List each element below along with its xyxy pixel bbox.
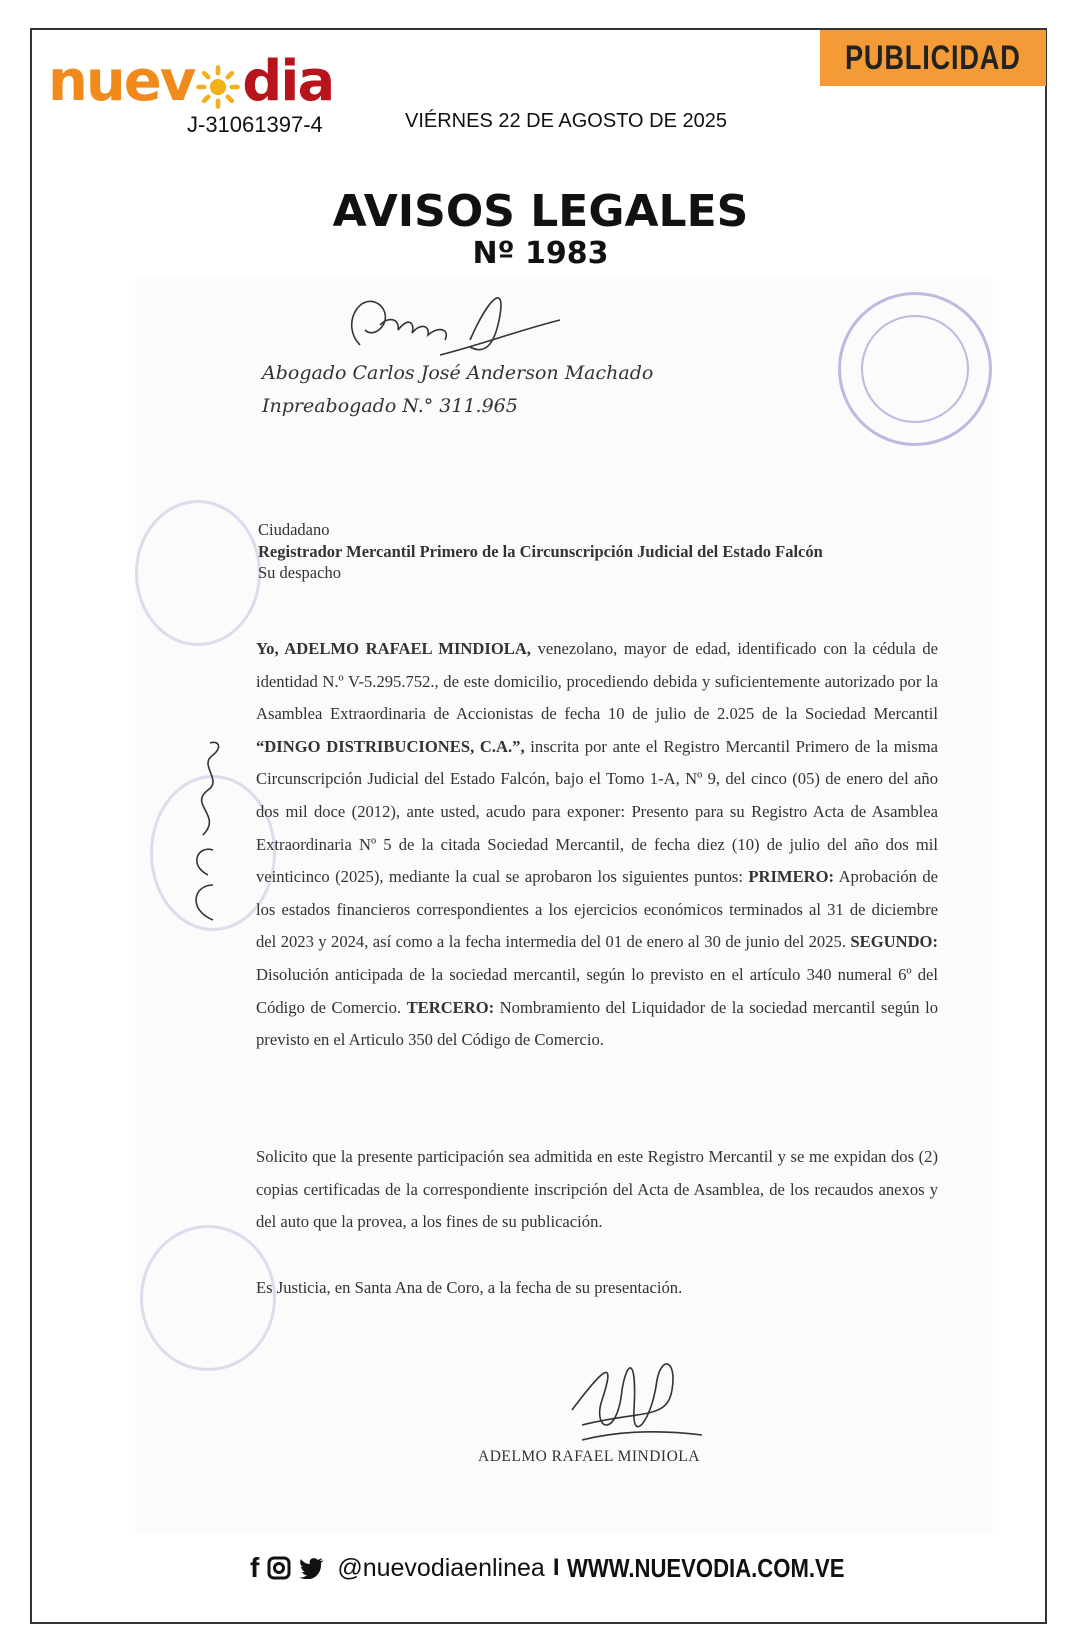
point-second-label: SEGUNDO: [850, 932, 938, 952]
petition-text-c: Aprobación de los estados financieros correspondientes a los ejercicios económicos terminados al 31 de diciembre del 2023 y 2024, así como a la fecha intermedia del 01 de enero al 30 de junio del 2025. [256, 867, 938, 952]
footer [250, 1548, 894, 1588]
lawyer-name: Abogado Carlos José Anderson Machado [262, 362, 654, 384]
social-handle[interactable]: @nuevodiaenlinea [337, 1553, 545, 1582]
petition-text-e: Nombramiento del Liquidador de la sociedad mercantil según lo previsto en el Articulo 350 del Código de Comercio. [256, 997, 938, 1050]
official-seal [838, 292, 992, 446]
section-banner [820, 30, 1046, 86]
signer-name: ADELMO RAFAEL MINDIOLA [478, 1448, 700, 1465]
company-name: “DINGO DISTRIBUCIONES, C.A.”, [256, 736, 525, 756]
section-label: PUBLICIDAD [845, 38, 1021, 77]
signer-signature [562, 1350, 712, 1460]
facebook-icon[interactable]: f [250, 1552, 260, 1583]
twitter-icon[interactable] [299, 1557, 325, 1579]
faint-seal-left-bottom [140, 1225, 276, 1371]
point-third-label: TERCERO: [406, 997, 495, 1017]
faint-seal-left-top [135, 500, 261, 646]
lawyer-registration: Inpreabogado N.° 311.965 [262, 395, 518, 417]
addressee-office: Registrador Mercantil Primero de la Circunscripción Judicial del Estado Falcón [258, 542, 823, 561]
petition-text-b: inscrita por ante el Registro Mercantil Primero de la misma Circunscripción Judicial del Estado Falcón, bajo el Tomo 1-A, Nº 9, del cinco (05) de enero del año dos mil doce (2012), ante usted, acudo para exponer: Presento para su Registro Acta de Asamblea Extraordinaria Nº 5 de la citada Sociedad Mercantil, de fecha diez (10) de julio del año dos mil veinticinco (2025), mediante la cual se aprobaron los siguientes puntos: [256, 736, 938, 887]
newspaper-logo [48, 49, 334, 114]
logo-text-part2: dia [242, 49, 334, 114]
point-first-label: PRIMERO: [748, 867, 835, 887]
petition-text-d: Disolución anticipada de la sociedad mercantil, según lo previsto en el artículo 340 numeral 6º del Código de Comercio. [256, 964, 938, 1017]
sun-icon [195, 64, 241, 110]
logo-text-part1: nuev [48, 49, 195, 114]
addressee-dispatch: Su despacho [258, 563, 341, 582]
closing-line: Es Justicia, en Santa Ana de Coro, a la fecha de su presentación. [256, 1278, 683, 1297]
website-link[interactable]: WWW.NUEVODIA.COM.VE [567, 1552, 845, 1583]
footer-separator: I [552, 1554, 560, 1581]
petitioner-name: Yo, ADELMO RAFAEL MINDIOLA, [256, 639, 531, 658]
margin-signature [168, 735, 238, 925]
addressee-title: Ciudadano [258, 520, 330, 539]
tax-id: J-31061397-4 [187, 112, 323, 137]
request-paragraph: Solicito que la presente participación sea admitida en este Registro Mercantil y se me expidan dos (2) copias certificadas de la correspondiente inscripción del Acta de Asamblea, de los recaudos anexos y del auto que la provea, a los fines de su publicación. [256, 1147, 938, 1232]
page-title: AVISOS LEGALES [332, 186, 749, 237]
petition-paragraph [256, 633, 938, 1057]
notice-number: Nº 1983 [472, 236, 609, 271]
issue-date: VIÉRNES 22 DE AGOSTO DE 2025 [405, 110, 727, 132]
instagram-icon[interactable] [267, 1556, 291, 1580]
petition-text-a: venezolano, mayor de edad, identificado con la cédula de identidad N.º V-5.295.752., de este domicilio, procediendo debida y suficientemente autorizado por la Asamblea Extraordinaria de Accionistas de fecha 10 de julio de 2.025 de la Sociedad Mercantil [256, 639, 938, 724]
